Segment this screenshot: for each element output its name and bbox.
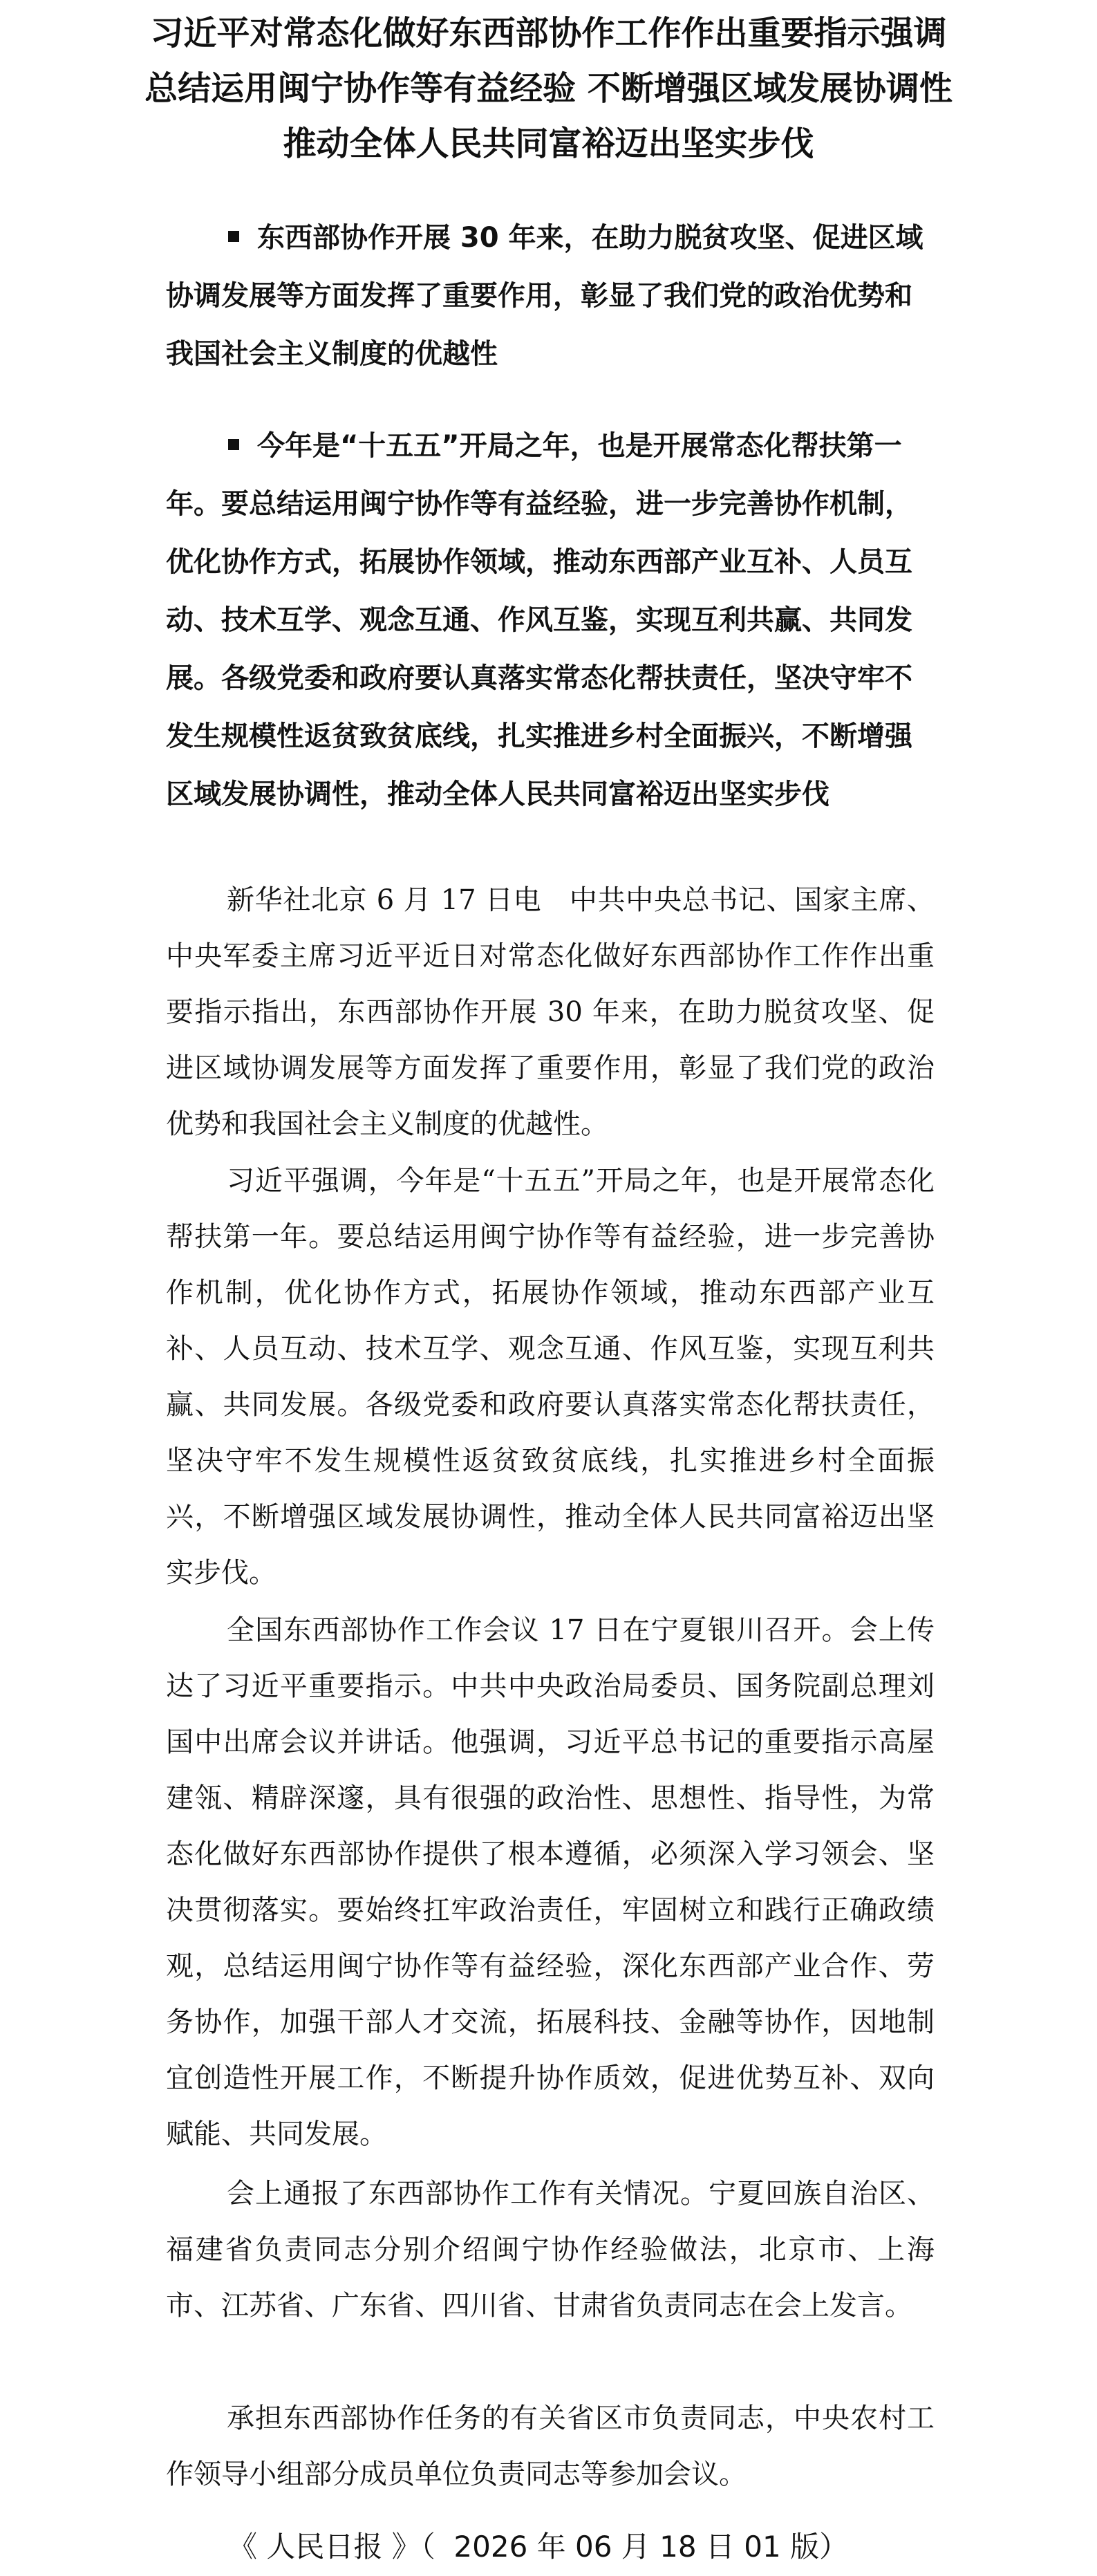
summary-point-1 (166, 209, 935, 383)
body-paragraph-5: 承担东西部协作任务的有关省区市负责同志，中央农村工作领导小组部分成员单位负责同志等参加会议。 (166, 2402, 935, 2490)
summary-point-2 (166, 417, 935, 823)
headline-line-2: 总结运用闽宁协作等有益经验 不断增强区域发展协调性 (144, 69, 953, 108)
headline-line-1: 习近平对常态化做好东西部协作工作作出重要指示强调 (150, 14, 947, 53)
source-citation: 《 人民日报 》（ 2026 年 06 月 18 日 01 版） (228, 2530, 849, 2564)
body-paragraph-4: 会上通报了东西部协作工作有关情况。宁夏回族自治区、福建省负责同志分别介绍闽宁协作经验做法，北京市、上海市、江苏省、广东省、四川省、甘肃省负责同志在会上发言。 (166, 2178, 935, 2322)
summary-text-1: 东西部协作开展 30 年来，在助力脱贫攻坚、促进区域协调发展等方面发挥了重要作用，彰显了我们党的政治优势和我国社会主义制度的优越性 (166, 222, 923, 370)
body-paragraph-2: 习近平强调，今年是“十五五”开局之年，也是开展常态化帮扶第一年。要总结运用闽宁协作等有益经验，进一步完善协作机制，优化协作方式，拓展协作领域，推动东西部产业互补、人员互动、技术互学、观念互通、作风互鉴，实现互利共赢、共同发展。各级党委和政府要认真落实常态化帮扶责任，坚决守牢不发生规模性返贫致贫底线，扎实推进乡村全面振兴，不断增强区域发展协调性，推动全体人民共同富裕迈出坚实步伐。 (166, 1165, 935, 1589)
headline-line-3: 推动全体人民共同富裕迈出坚实步伐 (283, 124, 814, 163)
body-paragraph-1: 新华社北京 6 月 17 日电 中共中央总书记、国家主席、中央军委主席习近平近日对常态化做好东西部协作工作作出重要指示指出，东西部协作开展 30 年来，在助力脱贫攻坚、促进区域协调发展等方面发挥了重要作用，彰显了我们党的政治优势和我国社会主义制度的优越性。 (166, 884, 935, 1140)
square-bullet-icon (228, 231, 239, 242)
body-paragraph-3: 全国东西部协作工作会议 17 日在宁夏银川召开。会上传达了习近平重要指示。中共中央政治局委员、国务院副总理刘国中出席会议并讲话。他强调，习近平总书记的重要指示高屋建瓴、精辟深邃，具有很强的政治性、思想性、指导性，为常态化做好东西部协作提供了根本遵循，必须深入学习领会、坚决贯彻落实。要始终扛牢政治责任，牢固树立和践行正确政绩观，总结运用闽宁协作等有益经验，深化东西部产业合作、劳务协作，加强干部人才交流，拓展科技、金融等协作，因地制宜创造性开展工作，不断提升协作质效，促进优势互补、双向赋能、共同发展。 (166, 1614, 935, 2150)
summary-text-2: 今年是“十五五”开局之年，也是开展常态化帮扶第一年。要总结运用闽宁协作等有益经验，进一步完善协作机制，优化协作方式，拓展协作领域，推动东西部产业互补、人员互动、技术互学、观念互通、作风互鉴，实现互利共赢、共同发展。各级党委和政府要认真落实常态化帮扶责任，坚决守牢不发生规模性返贫致贫底线，扎实推进乡村全面振兴，不断增强区域发展协调性，推动全体人民共同富裕迈出坚实步伐 (166, 430, 912, 810)
square-bullet-icon (228, 439, 239, 450)
